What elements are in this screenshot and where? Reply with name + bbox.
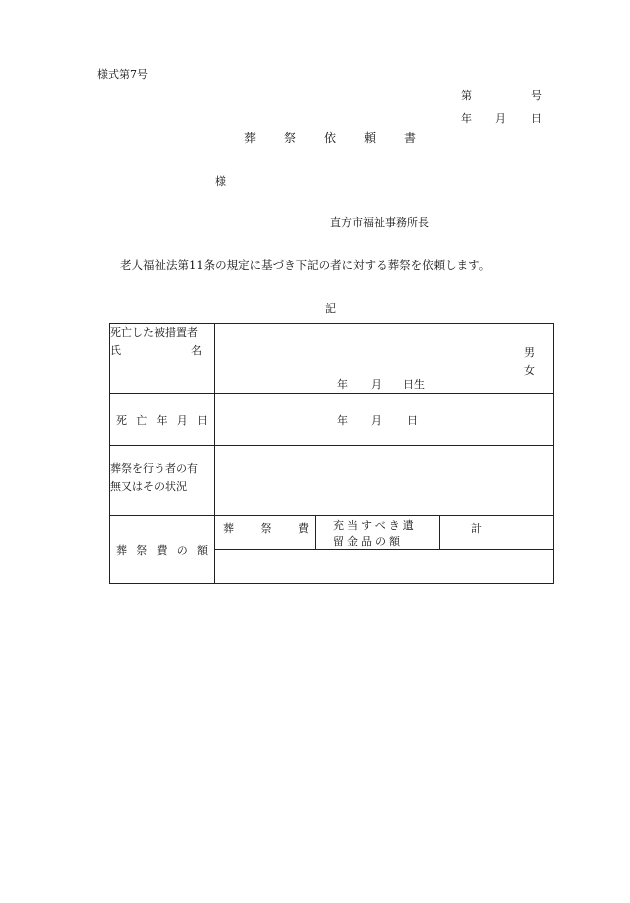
funeral-cost-value-cell[interactable] (215, 550, 554, 584)
funeral-performer-value-cell[interactable] (215, 446, 554, 516)
estate-allocation-header-1: 充当すべき遺 (333, 519, 417, 532)
funeral-performer-label-cell (110, 446, 215, 516)
ki-heading: 記 (325, 302, 336, 315)
reference-dai: 第 (461, 89, 472, 102)
label-char: の (176, 544, 188, 557)
body-text: 老人福祉法第11条の規定に基づき下記の者に対する葬祭を依頼します。 (120, 258, 491, 272)
death-year: 年 (337, 414, 348, 427)
header-char: 費 (298, 522, 309, 535)
name-label-b: 名 (191, 344, 202, 357)
label-char: 費 (156, 544, 168, 557)
title-char: 依 (324, 131, 337, 145)
table-row (110, 516, 554, 550)
death-day: 日 (407, 414, 418, 427)
addressee-suffix: 様 (215, 175, 226, 188)
table-row (110, 324, 554, 394)
title-char: 書 (404, 131, 417, 145)
birth-year: 年 (337, 378, 348, 391)
request-form-table (109, 323, 554, 584)
label-char: 葬 (116, 544, 127, 557)
funeral-expense-header (223, 520, 309, 536)
header-char: 葬 (223, 522, 234, 535)
document-title (244, 129, 444, 146)
deceased-value-cell[interactable] (215, 324, 554, 394)
estate-allocation-header-2: 留金品の額 (333, 535, 403, 548)
title-char: 祭 (284, 131, 297, 145)
column-divider (315, 515, 316, 550)
label-char: 日 (197, 414, 208, 427)
name-label (110, 342, 202, 360)
deceased-label: 死亡した被措置者 (110, 326, 198, 339)
total-header: 計 (471, 522, 482, 535)
label-char: 亡 (136, 414, 148, 427)
date-month: 月 (495, 112, 506, 125)
column-divider (439, 515, 440, 550)
table-row (110, 394, 554, 446)
date-day: 日 (531, 112, 542, 125)
sender: 直方市福祉事務所長 (330, 216, 429, 229)
birth-day: 日生 (403, 378, 425, 391)
table-row (110, 446, 554, 516)
header-char: 祭 (260, 522, 272, 535)
death-date-value-cell[interactable] (215, 394, 554, 446)
reference-go: 号 (531, 89, 542, 102)
male-option[interactable]: 男 (524, 346, 535, 359)
funeral-performer-label-2: 無又はその状況 (110, 480, 187, 493)
birth-month: 月 (371, 378, 382, 391)
funeral-cost-label-cell (110, 516, 215, 584)
label-char: 月 (176, 414, 188, 427)
label-char: 額 (197, 544, 208, 557)
funeral-cost-label (116, 542, 208, 558)
date-year: 年 (461, 112, 472, 125)
form-number: 様式第7号 (97, 68, 148, 81)
estate-allocation-header (333, 518, 417, 550)
funeral-cost-header-cell (215, 516, 554, 550)
funeral-performer-label-1: 葬祭を行う者の有 (110, 462, 198, 475)
name-label-a: 氏 (110, 344, 121, 357)
label-char: 年 (156, 414, 168, 427)
female-option[interactable]: 女 (524, 364, 535, 377)
deceased-label-cell (110, 324, 215, 394)
title-char: 葬 (244, 131, 257, 145)
death-month: 月 (371, 414, 382, 427)
title-char: 頼 (364, 131, 377, 145)
death-date-label (116, 412, 208, 428)
label-char: 死 (116, 414, 127, 427)
label-char: 祭 (136, 544, 148, 557)
death-date-label-cell (110, 394, 215, 446)
